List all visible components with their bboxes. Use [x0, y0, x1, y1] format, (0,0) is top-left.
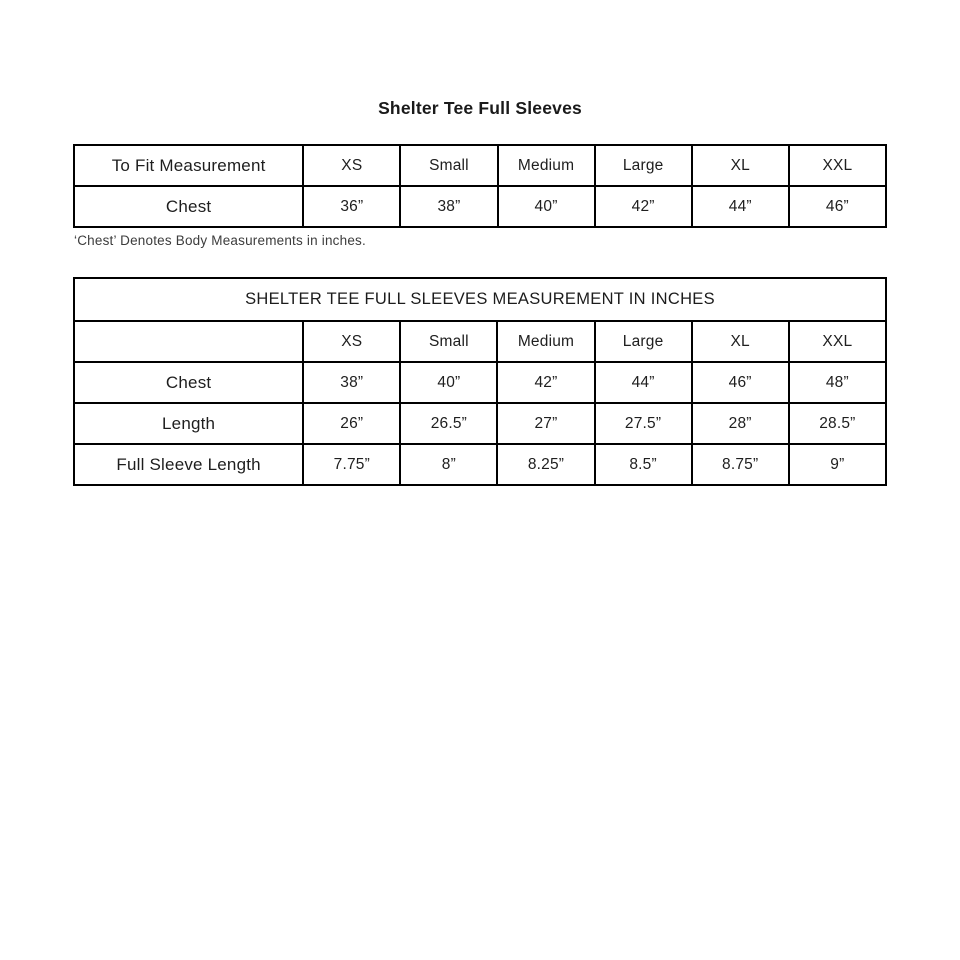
row-label-length: Length [74, 403, 303, 444]
size-header-small: Small [400, 145, 497, 186]
measurement-header-row [74, 321, 886, 362]
size-header-xl: XL [692, 145, 789, 186]
chest-medium: 42” [497, 362, 594, 403]
sleeve-xl: 8.75” [692, 444, 789, 485]
table-row-full-sleeve-length [74, 444, 886, 485]
chest-xl: 46” [692, 362, 789, 403]
length-small: 26.5” [400, 403, 497, 444]
chest-large: 44” [595, 362, 692, 403]
size-header-xs: XS [303, 145, 400, 186]
chest-value-large: 42” [595, 186, 692, 227]
size-header-large: Large [595, 145, 692, 186]
table-row-length [74, 403, 886, 444]
size-header-medium: Medium [497, 321, 594, 362]
chest-value-xs: 36” [303, 186, 400, 227]
row-label-full-sleeve-length: Full Sleeve Length [74, 444, 303, 485]
length-xxl: 28.5” [789, 403, 886, 444]
to-fit-measurement-table [73, 144, 887, 228]
chest-value-xl: 44” [692, 186, 789, 227]
chest-xs: 38” [303, 362, 400, 403]
table-row-chest [74, 362, 886, 403]
length-large: 27.5” [595, 403, 692, 444]
size-header-medium: Medium [498, 145, 595, 186]
sleeve-large: 8.5” [595, 444, 692, 485]
row-label-chest: Chest [74, 186, 303, 227]
page-title: Shelter Tee Full Sleeves [378, 98, 582, 118]
measurement-table [73, 277, 887, 486]
size-header-xxl: XXL [789, 321, 886, 362]
chest-small: 40” [400, 362, 497, 403]
chest-value-medium: 40” [498, 186, 595, 227]
to-fit-header-label: To Fit Measurement [74, 145, 303, 186]
row-label-chest: Chest [74, 362, 303, 403]
size-header-small: Small [400, 321, 497, 362]
length-xl: 28” [692, 403, 789, 444]
sleeve-xs: 7.75” [303, 444, 400, 485]
measurement-table-title: SHELTER TEE FULL SLEEVES MEASUREMENT IN INCHES [74, 278, 886, 321]
size-header-xl: XL [692, 321, 789, 362]
length-xs: 26” [303, 403, 400, 444]
size-header-large: Large [595, 321, 692, 362]
measurement-header-empty [74, 321, 303, 362]
size-header-xxl: XXL [789, 145, 886, 186]
sleeve-small: 8” [400, 444, 497, 485]
chest-value-small: 38” [400, 186, 497, 227]
chest-xxl: 48” [789, 362, 886, 403]
to-fit-header-row [74, 145, 886, 186]
sleeve-medium: 8.25” [497, 444, 594, 485]
table-row-chest [74, 186, 886, 227]
size-header-xs: XS [303, 321, 400, 362]
chest-value-xxl: 46” [789, 186, 886, 227]
measurement-banner-row [74, 278, 886, 321]
sleeve-xxl: 9” [789, 444, 886, 485]
length-medium: 27” [497, 403, 594, 444]
chest-note: ‘Chest’ Denotes Body Measurements in inches. [74, 233, 366, 248]
